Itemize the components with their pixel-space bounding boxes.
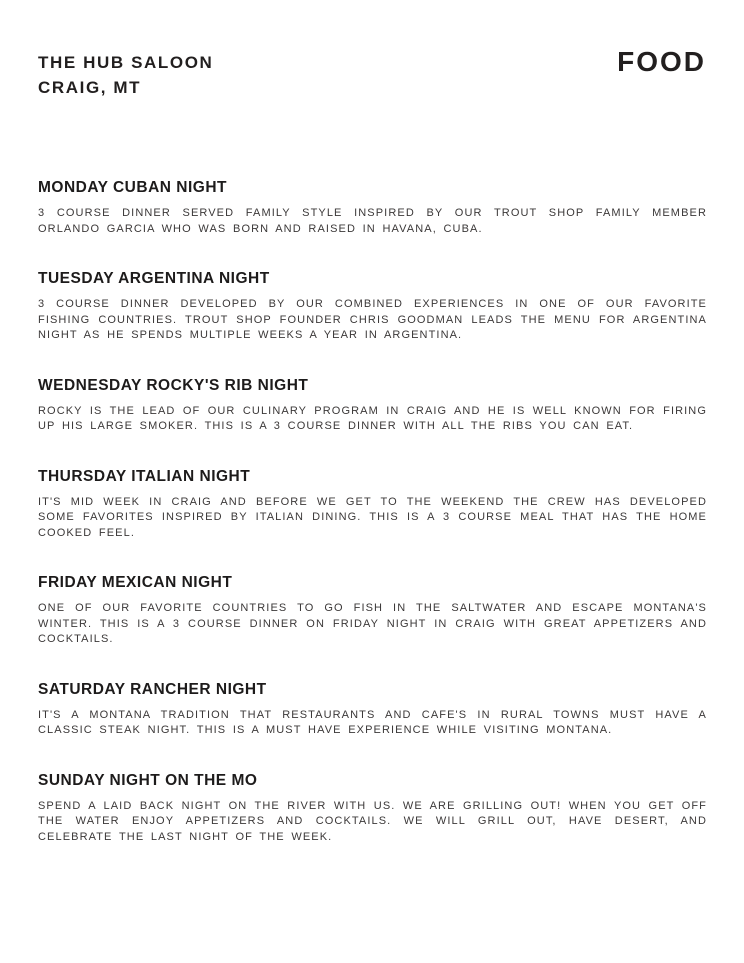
- menu-section-tuesday: [38, 270, 707, 344]
- section-title-wednesday: WEDNESDAY ROCKY'S RIB NIGHT: [38, 376, 309, 394]
- page-header: [0, 0, 744, 100]
- menu-category-title: FOOD: [617, 46, 706, 77]
- restaurant-name: THE HUB SALOON: [38, 53, 214, 72]
- section-description-thursday: IT'S MID WEEK IN CRAIG AND BEFORE WE GET TO THE WEEKEND THE CREW HAS DEVELOPED SOME FAVORITES INSPIRED BY ITALIAN DINING. THIS IS A 3 COURSE MEAL THAT HAS THE HOME COOKED FEEL.: [38, 495, 707, 539]
- menu-section-saturday: [38, 681, 707, 739]
- section-description-saturday: IT'S A MONTANA TRADITION THAT RESTAURANTS AND CAFE'S IN RURAL TOWNS MUST HAVE A CLASSIC STEAK NIGHT. THIS IS A MUST HAVE EXPERIENCE WHILE VISITING MONTANA.: [38, 708, 707, 736]
- section-description-tuesday: 3 COURSE DINNER DEVELOPED BY OUR COMBINED EXPERIENCES IN ONE OF OUR FAVORITE FISHING COUNTRIES. TROUT SHOP FOUNDER CHRIS GOODMAN LEADS THE MENU FOR ARGENTINA NIGHT AS HE SPENDS MULTIPLE WEEKS A YEAR IN ARGENTINA.: [38, 298, 707, 341]
- menu-section-friday: [38, 574, 707, 648]
- section-description-wednesday: ROCKY IS THE LEAD OF OUR CULINARY PROGRAM IN CRAIG AND HE IS WELL KNOWN FOR FIRING UP HIS LARGE SMOKER. THIS IS A 3 COURSE DINNER WITH ALL THE RIBS YOU CAN EAT.: [38, 404, 707, 432]
- restaurant-name-block: [38, 50, 213, 100]
- section-description-friday: ONE OF OUR FAVORITE COUNTRIES TO GO FISH IN THE SALTWATER AND ESCAPE MONTANA'S WINTER. THIS IS A 3 COURSE DINNER ON FRIDAY NIGHT IN CRAIG WITH GREAT APPETIZERS AND COCKTAILS.: [38, 602, 707, 645]
- menu-section-wednesday: [38, 377, 707, 435]
- section-title-tuesday: TUESDAY ARGENTINA NIGHT: [38, 270, 270, 287]
- menu-sections: [38, 179, 707, 845]
- menu-section-sunday: [38, 772, 707, 846]
- menu-section-monday: [38, 179, 707, 237]
- restaurant-location: CRAIG, MT: [38, 78, 142, 97]
- section-title-friday: FRIDAY MEXICAN NIGHT: [38, 574, 233, 591]
- section-title-saturday: SATURDAY RANCHER NIGHT: [38, 680, 267, 698]
- menu-section-thursday: [38, 468, 707, 542]
- section-title-thursday: THURSDAY ITALIAN NIGHT: [38, 467, 251, 485]
- section-description-monday: 3 COURSE DINNER SERVED FAMILY STYLE INSPIRED BY OUR TROUT SHOP FAMILY MEMBER ORLANDO GARCIA WHO WAS BORN AND RAISED IN HAVANA, CUBA.: [38, 207, 707, 235]
- section-title-monday: MONDAY CUBAN NIGHT: [38, 179, 227, 196]
- section-description-sunday: SPEND A LAID BACK NIGHT ON THE RIVER WITH US. WE ARE GRILLING OUT! WHEN YOU GET OFF THE WATER ENJOY APPETIZERS AND COCKTAILS. WE WILL GRILL OUT, HAVE DESERT, AND CELEBRATE THE LAST NIGHT OF THE WEEK.: [38, 799, 707, 843]
- section-title-sunday: SUNDAY NIGHT ON THE MO: [38, 771, 258, 789]
